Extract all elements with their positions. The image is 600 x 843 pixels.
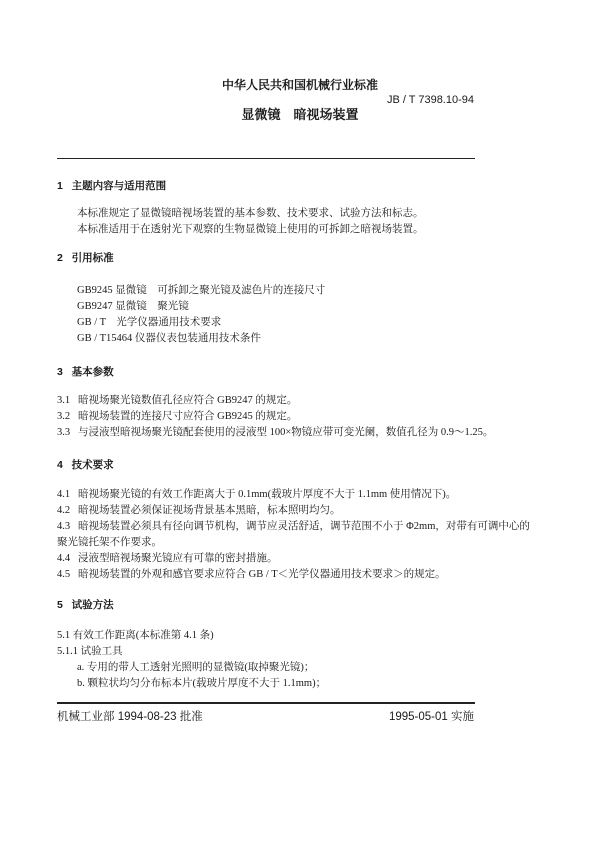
clause: 4.1 暗视场聚光镜的有效工作距离大于 0.1mm(载玻片厚度不大于 1.1mm 使用情况下)。	[57, 489, 457, 500]
reference-item: GB9247 显微镜 聚光镜	[77, 301, 189, 312]
effective-date: 1995-05-01 实施	[388, 711, 474, 723]
standard-number: JB / T 7398.10-94	[386, 94, 474, 106]
issuing-org: 中华人民共和国机械行业标准	[221, 78, 378, 92]
clause: 4.2 暗视场装置必须保证视场背景基本黑暗，标本照明均匀。	[57, 505, 341, 516]
clause: 5.1.1 试验工具	[57, 646, 123, 657]
document-title: 显微镜 暗视场装置	[241, 107, 359, 122]
approval-date: 机械工业部 1994-08-23 批准	[57, 711, 203, 723]
list-item: a. 专用的带人工透射光照明的显微镜(取掉聚光镜)；	[77, 662, 315, 673]
clause: 5.1 有效工作距离(本标准第 4.1 条)	[57, 630, 214, 641]
section-5-heading: 5 试验方法	[57, 599, 114, 611]
paragraph: 本标准适用于在透射光下观察的生物显微镜上使用的可拆卸之暗视场装置。	[77, 224, 424, 235]
reference-item: GB / T15464 仪器仪表包装通用技术条件	[77, 333, 261, 344]
clause-continuation: 聚光镜托架不作要求。	[57, 537, 162, 548]
footer-divider	[57, 702, 475, 704]
section-1-heading: 1 主题内容与适用范围	[57, 180, 167, 192]
clause: 3.2 暗视场装置的连接尺寸应符合 GB9245 的规定。	[57, 411, 298, 422]
list-item: b. 颗粒状均匀分布标本片(载玻片厚度不大于 1.1mm)；	[77, 678, 327, 689]
clause: 4.4 浸液型暗视场聚光镜应有可靠的密封措施。	[57, 553, 278, 564]
section-2-heading: 2 引用标准	[57, 252, 114, 264]
clause: 3.3 与浸液型暗视场聚光镜配套使用的浸液型 100×物镜应带可变光阑，数值孔径为 0.9～1.25。	[57, 427, 494, 438]
clause: 4.3 暗视场装置必须具有径向调节机构，调节应灵活舒适，调节范围不小于 Φ2mm，对带有可调中心的	[57, 521, 530, 532]
reference-item: GB9245 显微镜 可拆卸之聚光镜及滤色片的连接尺寸	[77, 285, 326, 296]
clause: 3.1 暗视场聚光镜数值孔径应符合 GB9247 的规定。	[57, 395, 298, 406]
clause: 4.5 暗视场装置的外观和感官要求应符合 GB / T＜光学仪器通用技术要求＞的规定。	[57, 569, 446, 580]
section-4-heading: 4 技术要求	[57, 459, 114, 471]
paragraph: 本标准规定了显微镜暗视场装置的基本参数、技术要求、试验方法和标志。	[77, 208, 424, 219]
section-3-heading: 3 基本参数	[57, 366, 114, 378]
header-divider	[57, 158, 475, 159]
reference-item: GB / T 光学仪器通用技术要求	[77, 317, 222, 328]
